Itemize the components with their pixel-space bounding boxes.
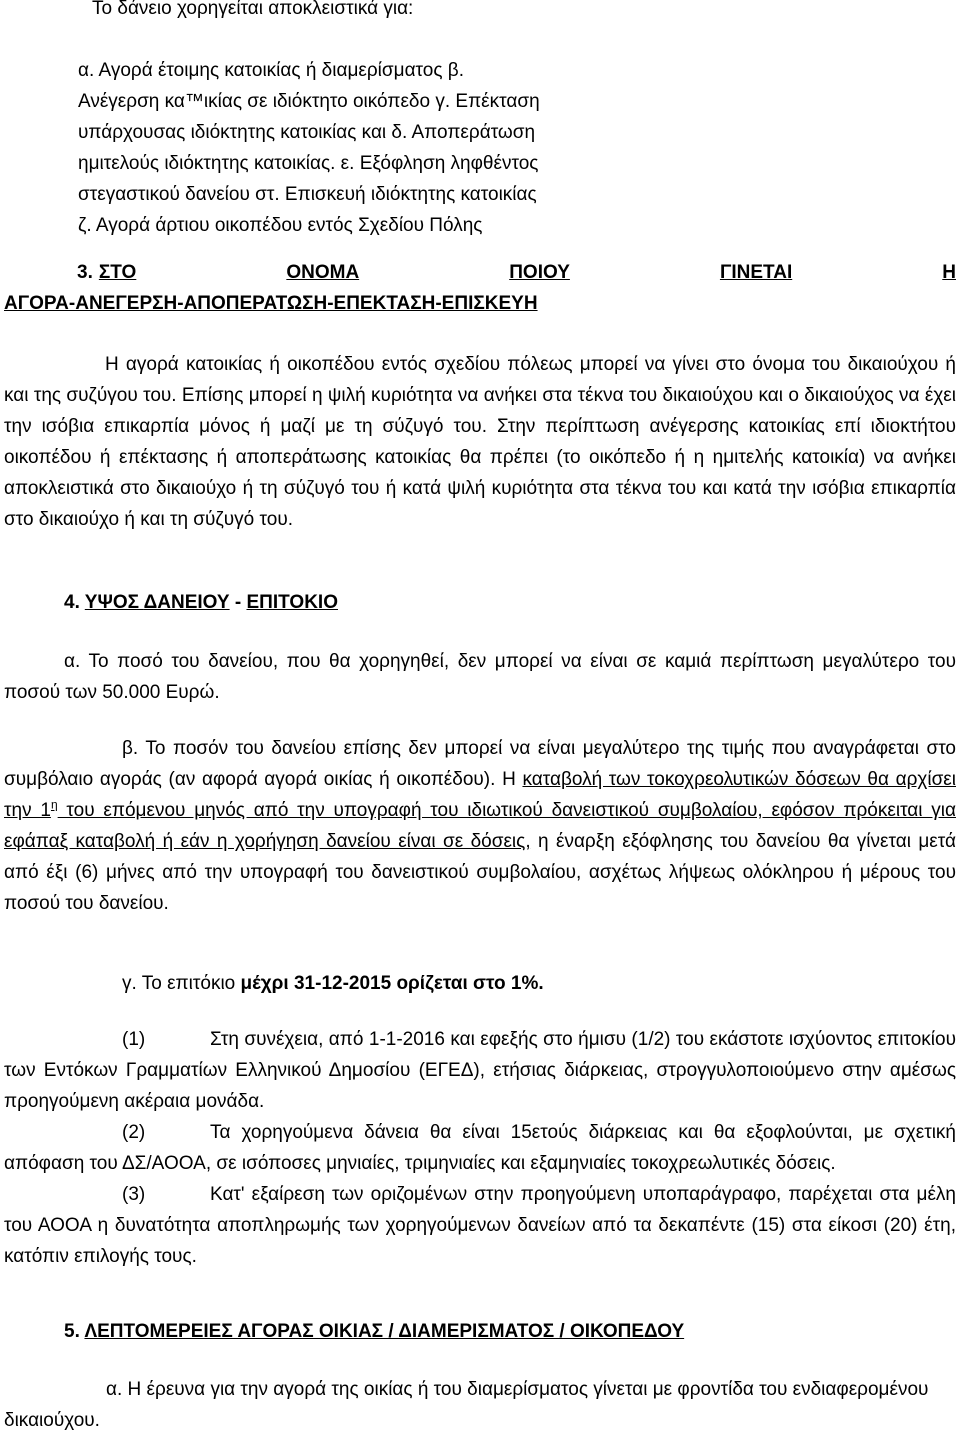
subparagraph-2 <box>4 1117 956 1179</box>
item-g-bold: μέχρι 31-12-2015 ορίζεται στο 1%. <box>240 973 544 994</box>
subparagraph-number: (1) <box>122 1029 146 1050</box>
purpose-line: στεγαστικού δανείου στ. Επισκευή ιδιόκτητης κατοικίας <box>78 184 537 205</box>
purpose-line: Ανέγερση κα™ικίας σε ιδιόκτητο οικόπεδο γ. Επέκταση <box>78 91 540 112</box>
subparagraph-number: (3) <box>122 1184 146 1205</box>
section-number: 4. <box>64 592 80 613</box>
heading-word: ΣΤΟ <box>98 262 137 283</box>
item-b-superscript: η <box>50 797 58 812</box>
purpose-line: υπάρχουσας ιδιόκτητης κατοικίας και δ. Αποπεράτωση <box>78 122 536 143</box>
item-b-text: β. Το ποσόν του δανείου επίσης δεν μπορεί να είναι μεγαλύτερο της τιμής που αναγράφεται στο συμβόλαιο αγοράς (αν αφορά αγορά οικίας ή οικοπέδου). Η <box>4 738 956 790</box>
subparagraph-3 <box>4 1179 956 1272</box>
section-4-subparagraphs <box>4 1024 956 1272</box>
item-b-underlined: του επόμενου μηνός από την υπογραφή του ιδιωτικού δανειστικού συμβολαίου, εφόσον πρόκειται για εφάπαξ καταβολή ή εάν η χορήγηση δανείου είναι σε δόσεις, <box>4 800 956 852</box>
section-4-heading <box>64 587 338 618</box>
item-b-underlined: καταβολή των τοκοχρεολυτικών δόσεων θα αρχίσει την 1 <box>4 769 956 821</box>
item-g-text: γ. Το επιτόκιο <box>122 973 241 994</box>
purpose-line: α. Αγορά έτοιμης κατοικίας ή διαμερίσματος β. <box>78 60 465 81</box>
section-4-item-a <box>4 646 956 708</box>
section-3-body <box>4 349 956 535</box>
heading-word: ΓΙΝΕΤΑΙ <box>719 262 793 283</box>
heading-word: Η <box>942 262 956 283</box>
heading-part: ΔΑΝΕΙΟΥ <box>143 592 230 613</box>
section-4-item-g <box>122 968 544 999</box>
subparagraph-number: (2) <box>122 1122 146 1143</box>
item-a-text: α. Το ποσό του δανείου, που θα χορηγηθεί, δεν μπορεί να είναι σε καμιά περίπτωση μεγαλύτερο του ποσού των 50.000 Ευρώ. <box>4 651 956 703</box>
section-number: 5. <box>64 1321 80 1342</box>
purpose-line: ημιτελούς ιδιόκτητης κατοικίας. ε. Εξόφληση ληφθέντος <box>78 153 539 174</box>
section-3-text: Η αγορά κατοικίας ή οικοπέδου εντός σχεδίου πόλεως μπορεί να γίνει στο όνομα του δικαιούχου ή και της συζύγου του. Επίσης μπορεί η ψιλή κυριότητα να ανήκει στα τέκνα του δικαιούχου και ο δικαιούχος να έχει την ισόβια επικαρπία μόνος ή μαζί με τη σύζυγό του. Στην περίπτωση ανέγερσης κατοικίας επί ιδιοκτήτου οικοπέδου ή επέκτασης ή αποπεράτωσης κατοικίας θα πρέπει (το οικόπεδο ή η ημιτελής κατοικία) να ανήκει αποκλειστικά στο δικαιούχο ή τη σύζυγό του ή κατά ψιλή κυριότητα στα τέκνα του και κατά την ισόβια επικαρπία στο δικαιούχο ή και τη σύζυγό του. <box>4 354 956 530</box>
purpose-line: ζ. Αγορά άρτιου οικοπέδου εντός Σχεδίου Πόλης <box>78 215 483 236</box>
section-5-item-a <box>4 1374 956 1436</box>
section-5-heading <box>64 1316 684 1347</box>
heading-word: ΟΝΟΜΑ <box>286 262 360 283</box>
section-4-item-b <box>4 733 956 919</box>
subparagraph-text: Στη συνέχεια, από 1-1-2016 και εφεξής στο ήμισυ (1/2) του εκάστοτε ισχύοντος επιτοκίου των Εντόκων Γραμματίων Ελληνικού Δημοσίου (ΕΓΕΔ), ετήσιας διάρκειας, στρογγυλοποιούμενο στην αμέσως προηγούμενη ακέραια μονάδα. <box>4 1029 956 1112</box>
heading-part: ΥΨΟΣ <box>84 592 144 613</box>
heading-word: ΠΟΙΟΥ <box>509 262 570 283</box>
subparagraph-1 <box>4 1024 956 1117</box>
section-3-heading <box>4 257 956 319</box>
heading-line-2: ΑΓΟΡΑ-ΑΝΕΓΕΡΣΗ-ΑΠΟΠΕΡΑΤΩΣΗ-ΕΠΕΚΤΑΣΗ-ΕΠΙΣΚΕΥΗ <box>4 293 538 314</box>
section-number: 3. <box>77 262 93 283</box>
heading-text: ΛΕΠΤΟΜΕΡΕΙΕΣ ΑΓΟΡΑΣ ΟΙΚΙΑΣ / ΔΙΑΜΕΡΙΣΜΑΤΟΣ / ΟΙΚΟΠΕΔΟΥ <box>84 1321 685 1342</box>
item-b-rest: η έναρξη εξόφλησης του δανείου θα γίνεται μετά από έξι (6) μήνες από την υπογραφή του δανειστικού συμβολαίου, ασχέτως λήψεως ολόκληρου ή μέρους του ποσού του δανείου. <box>4 831 956 914</box>
intro-line: Το δάνειο χορηγείται αποκλειστικά για: <box>92 0 414 19</box>
heading-part: ΕΠΙΤΟΚΙΟ <box>246 592 338 613</box>
item-a-text: α. Η έρευνα για την αγορά της οικίας ή του διαμερίσματος γίνεται με φροντίδα του ενδιαφερομένου δικαιούχου. <box>4 1379 929 1431</box>
heading-separator: - <box>229 592 247 613</box>
subparagraph-text: Κατ' εξαίρεση των οριζομένων στην προηγούμενη υποπαράγραφο, παρέχεται στα μέλη του ΑΟΟΑ η δυνατότητα αποπληρωμής των χορηγούμενων δανείων από τα δεκαπέντε (15) στα είκοσι (20) έτη, κατόπιν επιλογής τους. <box>4 1184 956 1267</box>
purposes-list <box>78 55 678 241</box>
subparagraph-text: Τα χορηγούμενα δάνεια θα είναι 15ετούς διάρκειας και θα εξοφλούνται, με σχετική απόφαση του ΔΣ/ΑΟΟΑ, σε ισόποσες μηνιαίες, τριμηνιαίες και εξαμηνιαίες τοκοχρεωλυτικές δόσεις. <box>4 1122 956 1174</box>
